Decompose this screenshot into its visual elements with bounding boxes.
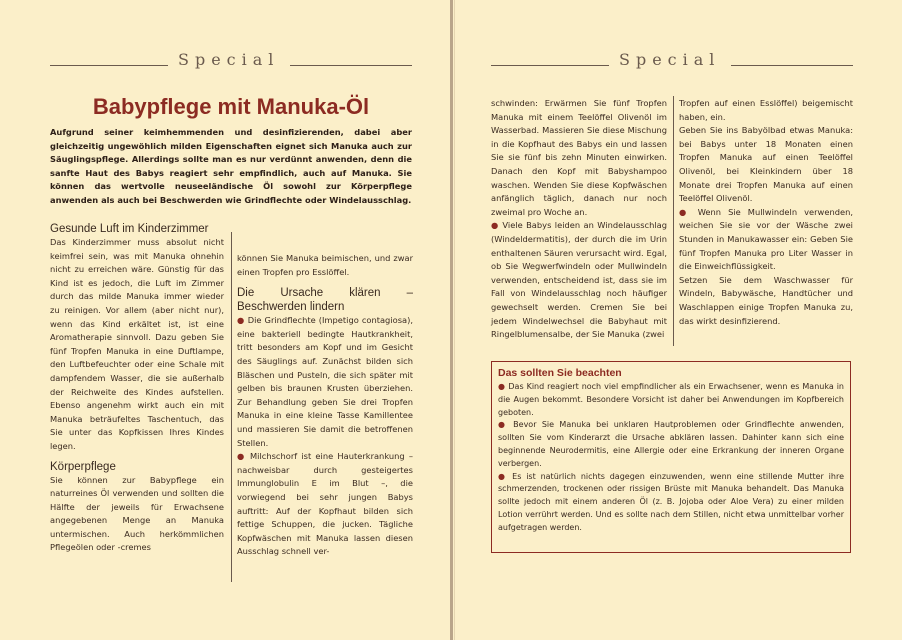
paragraph: schwinden: Erwärmen Sie fünf Tropfen Manuka mit einem Teelöffel Olivenöl im Wasserbad. Massieren Sie diese Mischung in die Kopfhaut des Babys ein und lassen Sie sie fünf bis zehn Minuten einwirken. Danach den Kopf mit Babyshampoo waschen. Wenden Sie diese Kopfwäschen anfänglich täglich, danach nur noch zweimal pro Woche an. — [491, 98, 667, 217]
section-heading: Körperpflege — [50, 460, 116, 473]
page-gutter — [450, 0, 453, 640]
header-rule — [50, 65, 168, 66]
bullet-item: ● Bevor Sie Manuka bei unklaren Hautproblemen oder Grindflechte anwenden, sollten Sie vom Kinderarzt die Ursache abklären lassen. Dahinter kann sich eine beginnende Neurodermitis, eine Allergie oder eine Erkrankung der inneren Organe verbergen. — [498, 420, 844, 468]
paragraph: Sie können zur Babypflege ein naturreines Öl verwenden und sollten die Hälfte der jeweils für Erwachsene angegebenen Menge an Manuka untermischen. Auch herkömmlichen Pflegeölen oder -cremes — [50, 474, 224, 553]
paragraph: Setzen Sie dem Waschwasser für Windeln, Babywäsche, Handtücher und Waschlappen einige Tropfen Manuka zu, das wirkt desinfizierend. — [679, 274, 853, 326]
header-rule — [731, 65, 853, 66]
bullet-icon: ● — [491, 220, 503, 231]
column-1 — [50, 222, 224, 555]
header-right-label: Special — [619, 50, 721, 69]
bullet-item: ● Es ist natürlich nichts dagegen einzuwenden, wenn eine stillende Mutter ihre schmerzenden, trockenen oder rissigen Brüste mit Manuka behandelt. Das Manuka sollte jedoch mit einem anderen Öl (z. B. Jojoba oder Aloe Vera) zu einer milden Lotion verrührt werden. Und es sollte nach dem Stillen, nicht etwa unmittelbar vorher aufgetragen werden. — [498, 471, 844, 532]
paragraph: Geben Sie ins Babyölbad etwas Manuka: bei Babys unter 18 Monaten einen Tropfen Manuka auf einen Teelöffel Olivenöl, bei Kleinkindern über 18 Monate drei Tropfen Manuka auf einen Teelöffel Olivenöl. — [679, 125, 853, 204]
column-4 — [679, 97, 853, 328]
header-right — [491, 50, 853, 72]
paragraph: Das Kinderzimmer muss absolut nicht keimfrei sein, was mit Manuka ohnehin nicht zu erreichen wäre. Günstig für das Kind ist es jedoch, die Luft im Zimmer durch das milde Manuka immer wieder zu reinigen. Vor allem (aber nicht nur), wenn das Kind erkältet ist, ist eine Aromatherapie sinnvoll. Dazu geben Sie fünf Tropfen Manuka in eine Duftlampe, den Luftbefeuchter oder eine Schale mit dampfendem Wasser, die sie außerhalb der Reichweite des Kindes aufstellen. Ebenso angenehm wirkt auch ein mit Manuka beträufeltes Taschentuch, das Sie unter das Kopfkissen Ihres Kindes legen. — [50, 237, 224, 451]
bullet-icon: ● — [498, 382, 509, 391]
article-intro: Aufgrund seiner keimhemmenden und desinfizierenden, dabei aber gleichzeitig ungewöhlich milden Eigenschaften eignet sich Manuka auch zur Säuglingspflege. Allerdings sollte man es nur verdünnt anwenden, denn die sanfte Haut des Babys reagiert sehr empfindlich, auch auf Manuka. Sie können das wertvolle neuseeländische Öl sowohl zur Körperpflege anwenden als auch bei Beschwerden wie Grindflechte oder Windelausschlag. — [50, 127, 412, 205]
section-heading: Die Ursache klären – Beschwerden lindern — [237, 287, 413, 314]
article-title: Babypflege mit Manuka-Öl — [92, 94, 370, 119]
column-divider — [231, 232, 232, 582]
info-box-title: Das sollten Sie beachten — [498, 367, 622, 379]
page-gutter-highlight — [454, 0, 455, 640]
bullet-item: ● Die Grindflechte (Impetigo contagiosa), eine bakteriell bedingte Hautkrankheit, tritt besonders am Kopf und im Gesicht des Säuglings auf. Zunächst bilden sich Bläschen und Pusteln, die sich später mit gelben bis braunen Krusten überziehen. Zur Behandlung geben Sie drei Tropfen Manuka in eine kleine Tasse Kamillentee und massieren Sie damit die betroffenen Stellen. — [237, 315, 413, 448]
info-box — [491, 361, 851, 553]
header-left — [50, 50, 412, 72]
header-rule — [290, 65, 412, 66]
column-divider — [673, 96, 674, 346]
bullet-icon: ● — [498, 471, 513, 481]
paragraph: Tropfen auf einen Esslöffel) beigemischt haben, ein. — [679, 98, 853, 122]
header-left-label: Special — [178, 50, 280, 69]
bullet-item: ● Wenn Sie Mullwindeln verwenden, weichen Sie sie vor der Wäsche zwei Stunden in Manukawasser ein: Geben Sie fünf Tropfen Manuka pro Liter Wasser in die Einweichflüssigkeit. — [679, 206, 853, 272]
header-rule — [491, 65, 609, 66]
bullet-icon: ● — [237, 315, 248, 326]
section-heading: Gesunde Luft im Kinderzimmer — [50, 223, 209, 235]
bullet-item: ● Milchschorf ist eine Hauterkrankung – nachweisbar durch gesteigertes Immunglobulin E im Blut –, die vorwiegend bei sehr jungen Babys auftritt: Auf der Kopfhaut bilden sich fettige Schuppen, die jucken. Tägliche Kopfwäschen mit Manuka lassen diesen Ausschlag schnell ver- — [237, 451, 413, 557]
bullet-item: ● Das Kind reagiert noch viel empfindlicher als ein Erwachsener, wenn es Manuka in die Augen bekommt. Besondere Vorsicht ist daher bei Anwendungen im Kopfbereich geboten. — [498, 382, 844, 417]
bullet-icon: ● — [237, 451, 251, 462]
column-2 — [237, 252, 413, 559]
bullet-icon: ● — [679, 206, 698, 217]
paragraph: können Sie Manuka beimischen, und zwar einen Tropfen pro Esslöffel. — [237, 253, 413, 277]
bullet-icon: ● — [498, 420, 514, 430]
column-3 — [491, 97, 667, 342]
bullet-item: ● Viele Babys leiden an Windelausschlag (Windeldermatitis), der durch die im Urin enthaltenen Säuren verursacht wird. Egal, ob Sie Wegwerfwindeln oder Mullwindeln verwenden, entscheidend ist, dass sie im Fall von Windelausschlag noch häufiger gewechselt werden. Cremen Sie bei jedem Windelwechsel die Babyhaut mit Ringelblumensalbe, der Sie Manuka (zwei — [491, 220, 667, 340]
